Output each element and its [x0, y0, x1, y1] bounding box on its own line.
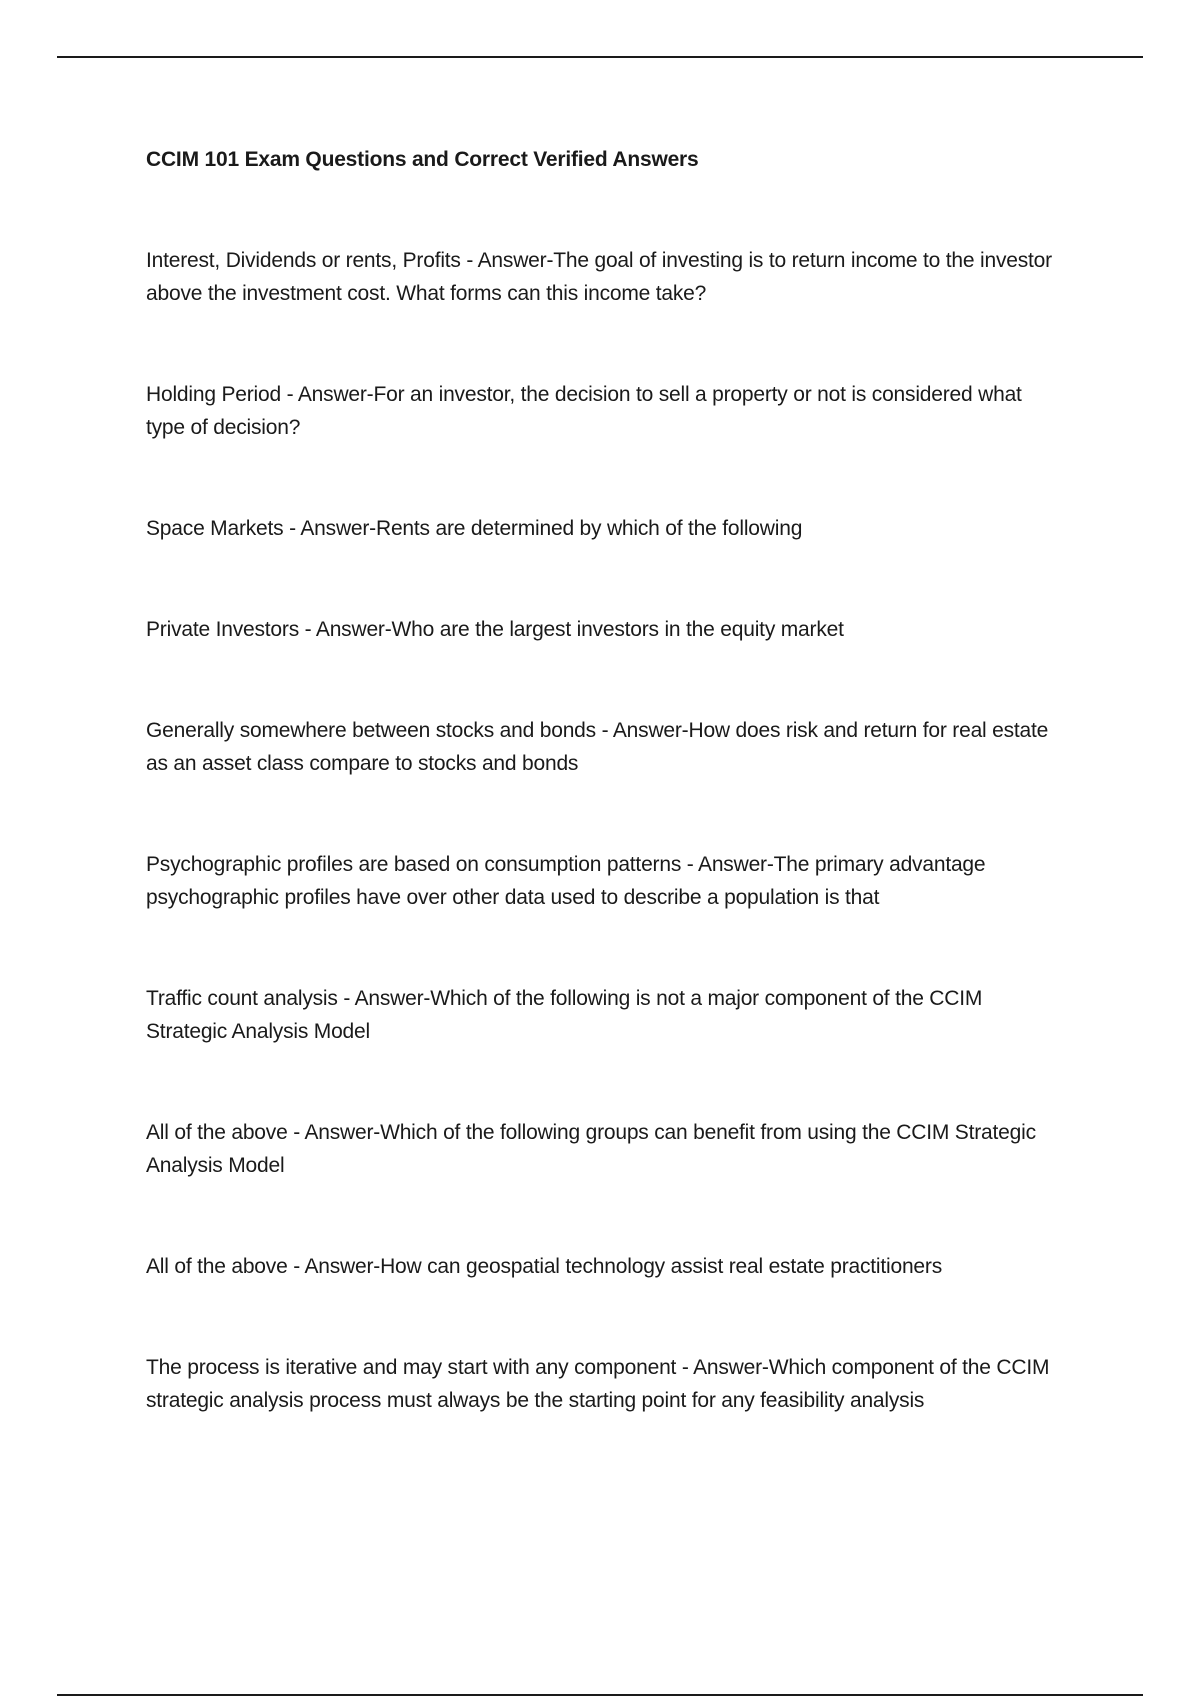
qa-item: The process is iterative and may start with any component - Answer-Which component of the CCIM strategic analysis process must always be the starting point for any feasibility analysis: [146, 1356, 1050, 1412]
document-title: CCIM 101 Exam Questions and Correct Verified Answers: [146, 148, 699, 171]
document-body: [146, 146, 1066, 1485]
qa-item: Space Markets - Answer-Rents are determined by which of the following: [146, 517, 803, 540]
qa-item: All of the above - Answer-Which of the following groups can benefit from using the CCIM Strategic Analysis Model: [146, 1121, 1036, 1177]
qa-item: All of the above - Answer-How can geospatial technology assist real estate practitioners: [146, 1255, 942, 1278]
qa-item: Private Investors - Answer-Who are the largest investors in the equity market: [146, 618, 844, 641]
qa-item: Psychographic profiles are based on consumption patterns - Answer-The primary advantage psychographic profiles have over other data used to describe a population is that: [146, 853, 986, 909]
qa-item: Interest, Dividends or rents, Profits - Answer-The goal of investing is to return income to the investor above the investment cost. What forms can this income take?: [146, 249, 1052, 305]
header-rule: [57, 56, 1143, 58]
qa-item: Generally somewhere between stocks and bonds - Answer-How does risk and return for real estate as an asset class compare to stocks and bonds: [146, 719, 1049, 775]
qa-item: Holding Period - Answer-For an investor, the decision to sell a property or not is considered what type of decision?: [146, 383, 1022, 439]
qa-list: [146, 244, 1066, 1417]
footer-rule: [57, 1694, 1143, 1696]
qa-item: Traffic count analysis - Answer-Which of the following is not a major component of the CCIM Strategic Analysis Model: [146, 987, 983, 1043]
